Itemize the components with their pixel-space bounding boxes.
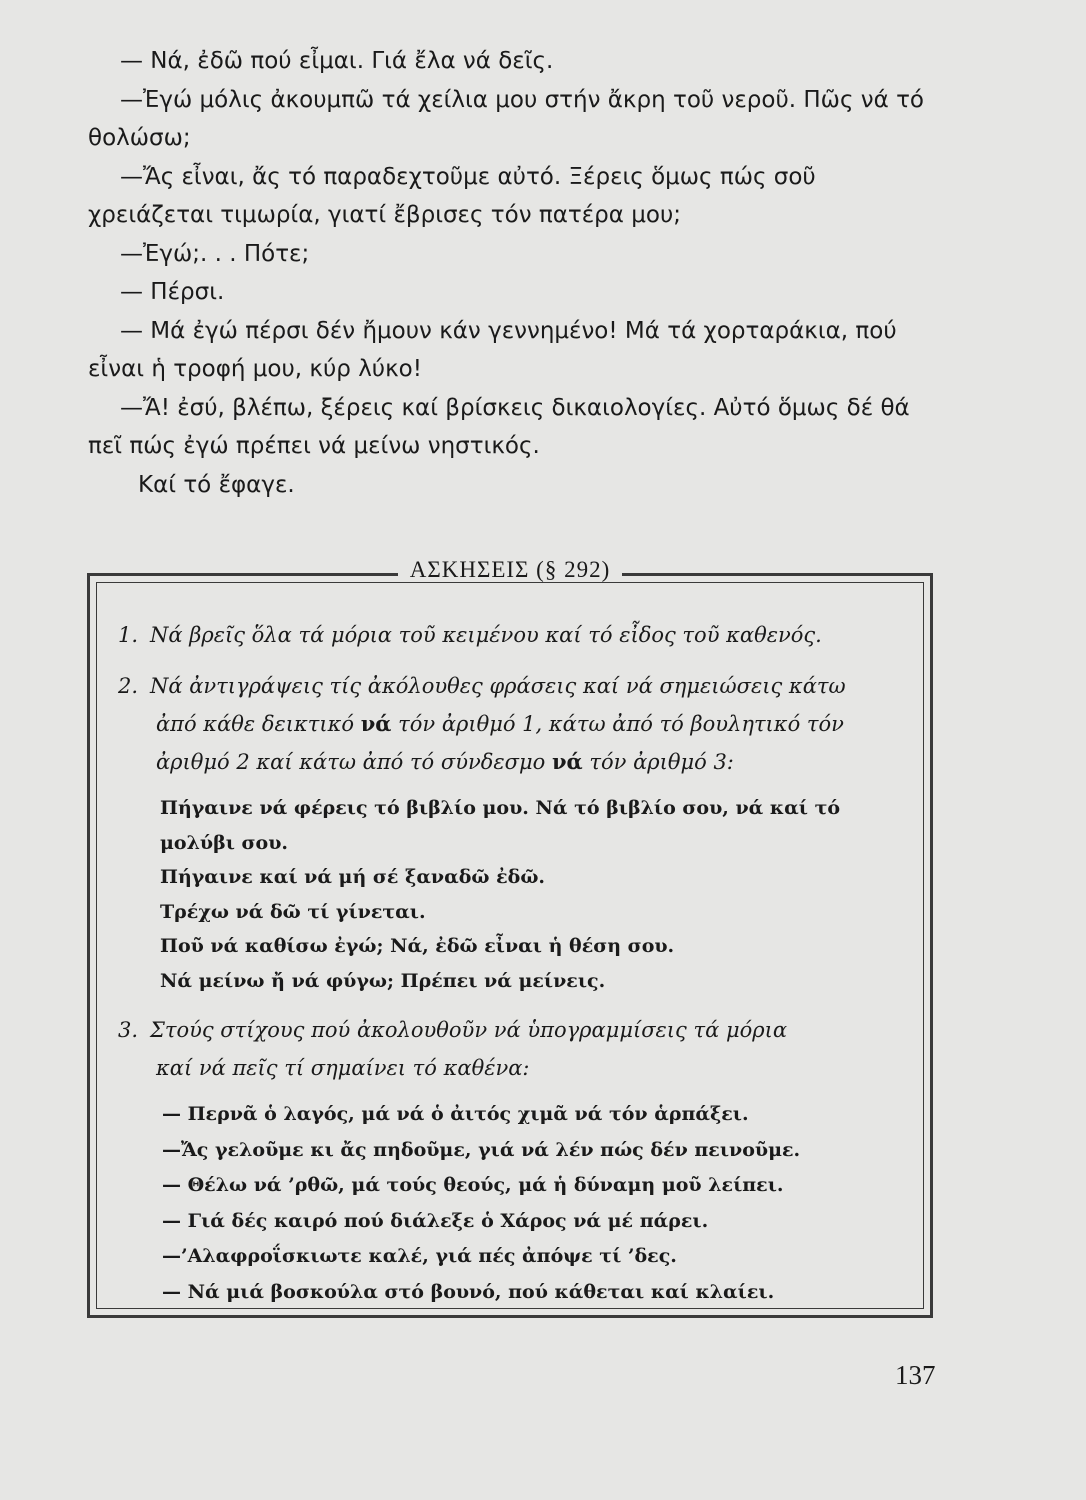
- instruction-text: τόν ἀριθμό 3:: [582, 750, 734, 774]
- exercise-2: [118, 667, 898, 998]
- dialogue-line: —Ἐγώ;. . . Πότε;: [120, 240, 310, 267]
- dialogue-line: —Ἄ! ἐσύ, βλέπω, ξέρεις καί βρίσκεις δικαιολογίες. Αὐτό ὅμως δέ θά πεῖ πώς ἐγώ πρέπει νά μείνω νηστικός.: [88, 394, 910, 459]
- instruction-text: Νά ἀντιγράψεις τίς ἀκόλουθες φράσεις καί νά σημειώσεις κάτω: [150, 674, 846, 698]
- example-sentence: Ποῦ νά καθίσω ἐγώ; Νά, ἐδῶ εἶναι ἡ θέση σου.: [160, 935, 675, 957]
- exercise-1-instruction: [118, 616, 898, 654]
- dialogue-line: — Νά, ἐδῶ πού εἶμαι. Γιά ἔλα νά δεῖς.: [120, 48, 554, 74]
- example-sentence: μολύβι σου.: [160, 831, 288, 854]
- verse-line: — Νά μιά βοσκούλα στό βουνό, πού κάθεται καί κλαίει.: [162, 1280, 775, 1303]
- exercise-number: 3.: [118, 1018, 139, 1042]
- dialogue-line: — Πέρσι.: [120, 279, 225, 305]
- exercise-number: 1.: [118, 623, 139, 647]
- dialogue-line: —Ἐγώ μόλις ἀκουμπῶ τά χείλια μου στήν ἄκρη τοῦ νεροῦ. Πῶς νά τό θολώσω;: [88, 86, 924, 151]
- instruction-line: [118, 705, 898, 743]
- exercise-3: [118, 1011, 898, 1310]
- verse-line: — Περνᾶ ὁ λαγός, μά νά ὁ ἀιτός χιμᾶ νά τόν ἁρπάξει.: [162, 1103, 749, 1125]
- dialogue-text: [88, 42, 948, 504]
- instruction-text: καί νά πεῖς τί σημαίνει τό καθένα:: [156, 1056, 530, 1080]
- exercises-title-text: ΑΣΚΗΣΕΙΣ (§ 292): [398, 557, 623, 582]
- example-sentence: Νά μείνω ἤ νά φύγω; Πρέπει νά μείνεις.: [160, 969, 606, 992]
- dialogue-line: —Ἄς εἶναι, ἄς τό παραδεχτοῦμε αὐτό. Ξέρεις ὅμως πώς σοῦ χρειάζεται τιμωρία, γιατί ἔβρισες τόν πατέρα μου;: [88, 163, 816, 228]
- exercise-number: 2.: [118, 674, 139, 698]
- exercises-box: [87, 557, 933, 1318]
- verse-line: —Ἄς γελοῦμε κι ἄς πηδοῦμε, γιά νά λέν πώς δέν πεινοῦμε.: [162, 1138, 801, 1161]
- verse-line: — Θέλω νά ’ρθῶ, μά τούς θεούς, μά ἡ δύναμη μοῦ λείπει.: [162, 1174, 784, 1196]
- example-sentence: Τρέχω νά δῶ τί γίνεται.: [160, 900, 426, 923]
- instruction-text: Νά βρεῖς ὅλα τά μόρια τοῦ κειμένου καί τό εἶδος τοῦ καθενός.: [150, 623, 822, 647]
- exercises-title: [90, 557, 930, 583]
- exercise-1: [118, 616, 898, 654]
- example-sentence: Πήγαινε νά φέρεις τό βιβλίο μου. Νά τό βιβλίο σου, νά καί τό: [160, 797, 841, 819]
- bold-particle: νά: [551, 749, 583, 774]
- bold-particle: νά: [360, 711, 392, 736]
- example-sentence: Πήγαινε καί νά μή σέ ξαναδῶ ἐδῶ.: [160, 866, 546, 888]
- verse-line: — Γιά δές καιρό πού διάλεξε ὁ Χάρος νά μέ πάρει.: [162, 1209, 709, 1232]
- instruction-text: ἀριθμό 2 καί κάτω ἀπό τό σύνδεσμο: [156, 750, 552, 774]
- narration-line: Καί τό ἔφαγε.: [138, 471, 295, 498]
- exercise-3-instruction: [118, 1011, 898, 1087]
- verse-line: —’Αλαφροΐσκιωτε καλέ, γιά πές ἀπόψε τί ’δες.: [162, 1245, 677, 1267]
- instruction-text: ἀπό κάθε δεικτικό: [156, 712, 361, 736]
- instruction-text: Στούς στίχους πού ἀκολουθοῦν νά ὑπογραμμίσεις τά μόρια: [150, 1018, 788, 1042]
- page-number: 137: [895, 1360, 936, 1390]
- exercise-2-instruction: [118, 667, 898, 781]
- dialogue-line: — Μά ἐγώ πέρσι δέν ἤμουν κάν γεννημένο! Μά τά χορταράκια, πού εἶναι ἡ τροφή μου, κύρ λύκο!: [88, 317, 897, 382]
- instruction-text: τόν ἀριθμό 1, κάτω ἀπό τό βουλητικό τόν: [391, 712, 844, 736]
- instruction-line: [118, 743, 898, 781]
